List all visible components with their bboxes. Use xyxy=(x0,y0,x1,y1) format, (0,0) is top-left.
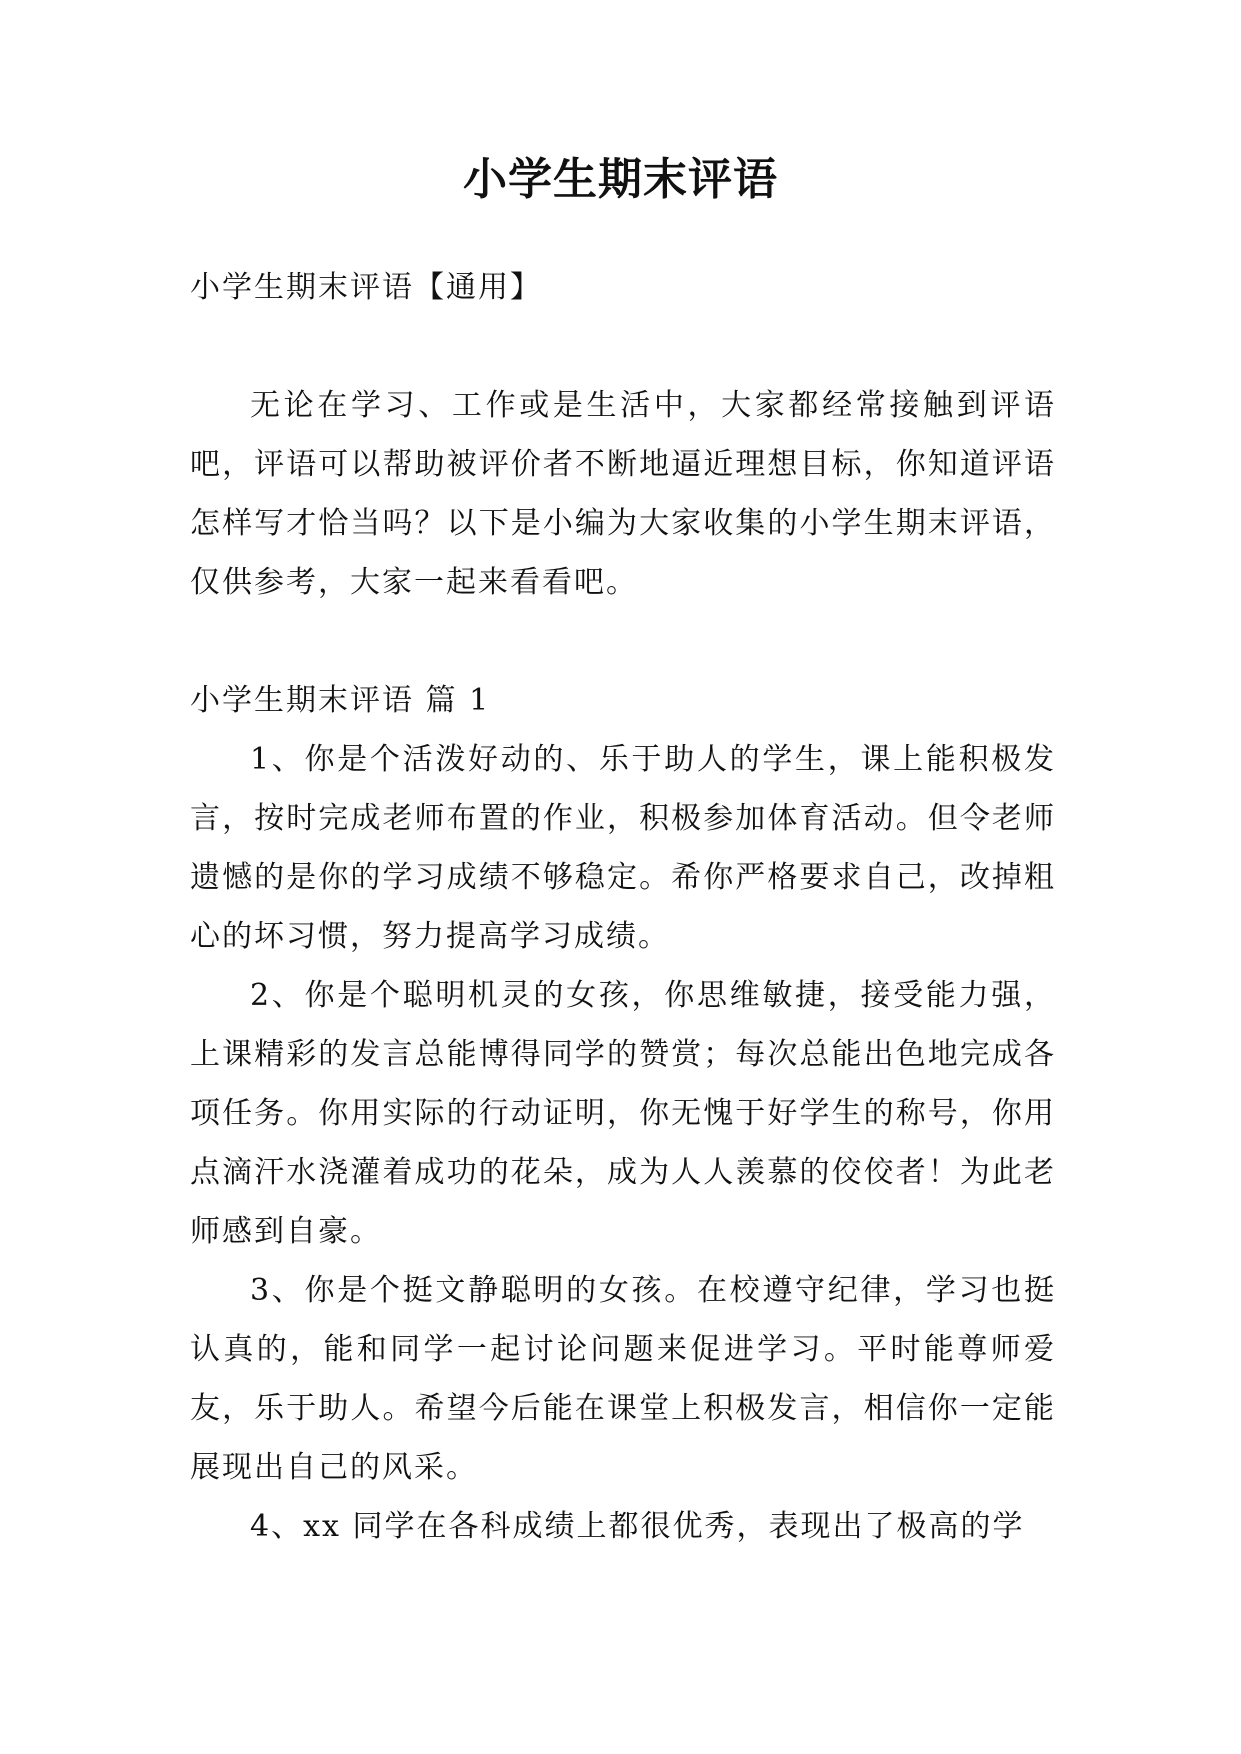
section-heading: 小学生期末评语 篇 1 xyxy=(190,683,491,718)
document-title: 小学生期末评语 xyxy=(463,154,778,205)
document-body xyxy=(190,258,1056,1556)
intro-paragraph: 无论在学习、工作或是生活中，大家都经常接触到评语吧，评语可以帮助被评价者不断地逼近理想目标，你知道评语怎样写才恰当吗？以下是小编为大家收集的小学生期末评语，仅供参考，大家一起来看看吧。 xyxy=(190,388,1056,600)
comment-entry-4: 4、xx 同学在各科成绩上都很优秀，表现出了极高的学 xyxy=(250,1509,1025,1544)
comment-entry-3: 3、你是个挺文静聪明的女孩。在校遵守纪律，学习也挺认真的，能和同学一起讨论问题来促进学习。平时能尊师爱友，乐于助人。希望今后能在课堂上积极发言，相信你一定能展现出自己的风采。 xyxy=(190,1273,1056,1485)
comment-entry-1: 1、你是个活泼好动的、乐于助人的学生，课上能积极发言，按时完成老师布置的作业，积极参加体育活动。但令老师遗憾的是你的学习成绩不够稳定。希你严格要求自己，改掉粗心的坏习惯，努力提高学习成绩。 xyxy=(190,742,1056,954)
document-subtitle: 小学生期末评语【通用】 xyxy=(190,270,542,305)
comment-entry-2: 2、你是个聪明机灵的女孩，你思维敏捷，接受能力强，上课精彩的发言总能博得同学的赞赏；每次总能出色地完成各项任务。你用实际的行动证明，你无愧于好学生的称号，你用点滴汗水浇灌着成功的花朵，成为人人羡慕的佼佼者！为此老师感到自豪。 xyxy=(190,978,1056,1249)
